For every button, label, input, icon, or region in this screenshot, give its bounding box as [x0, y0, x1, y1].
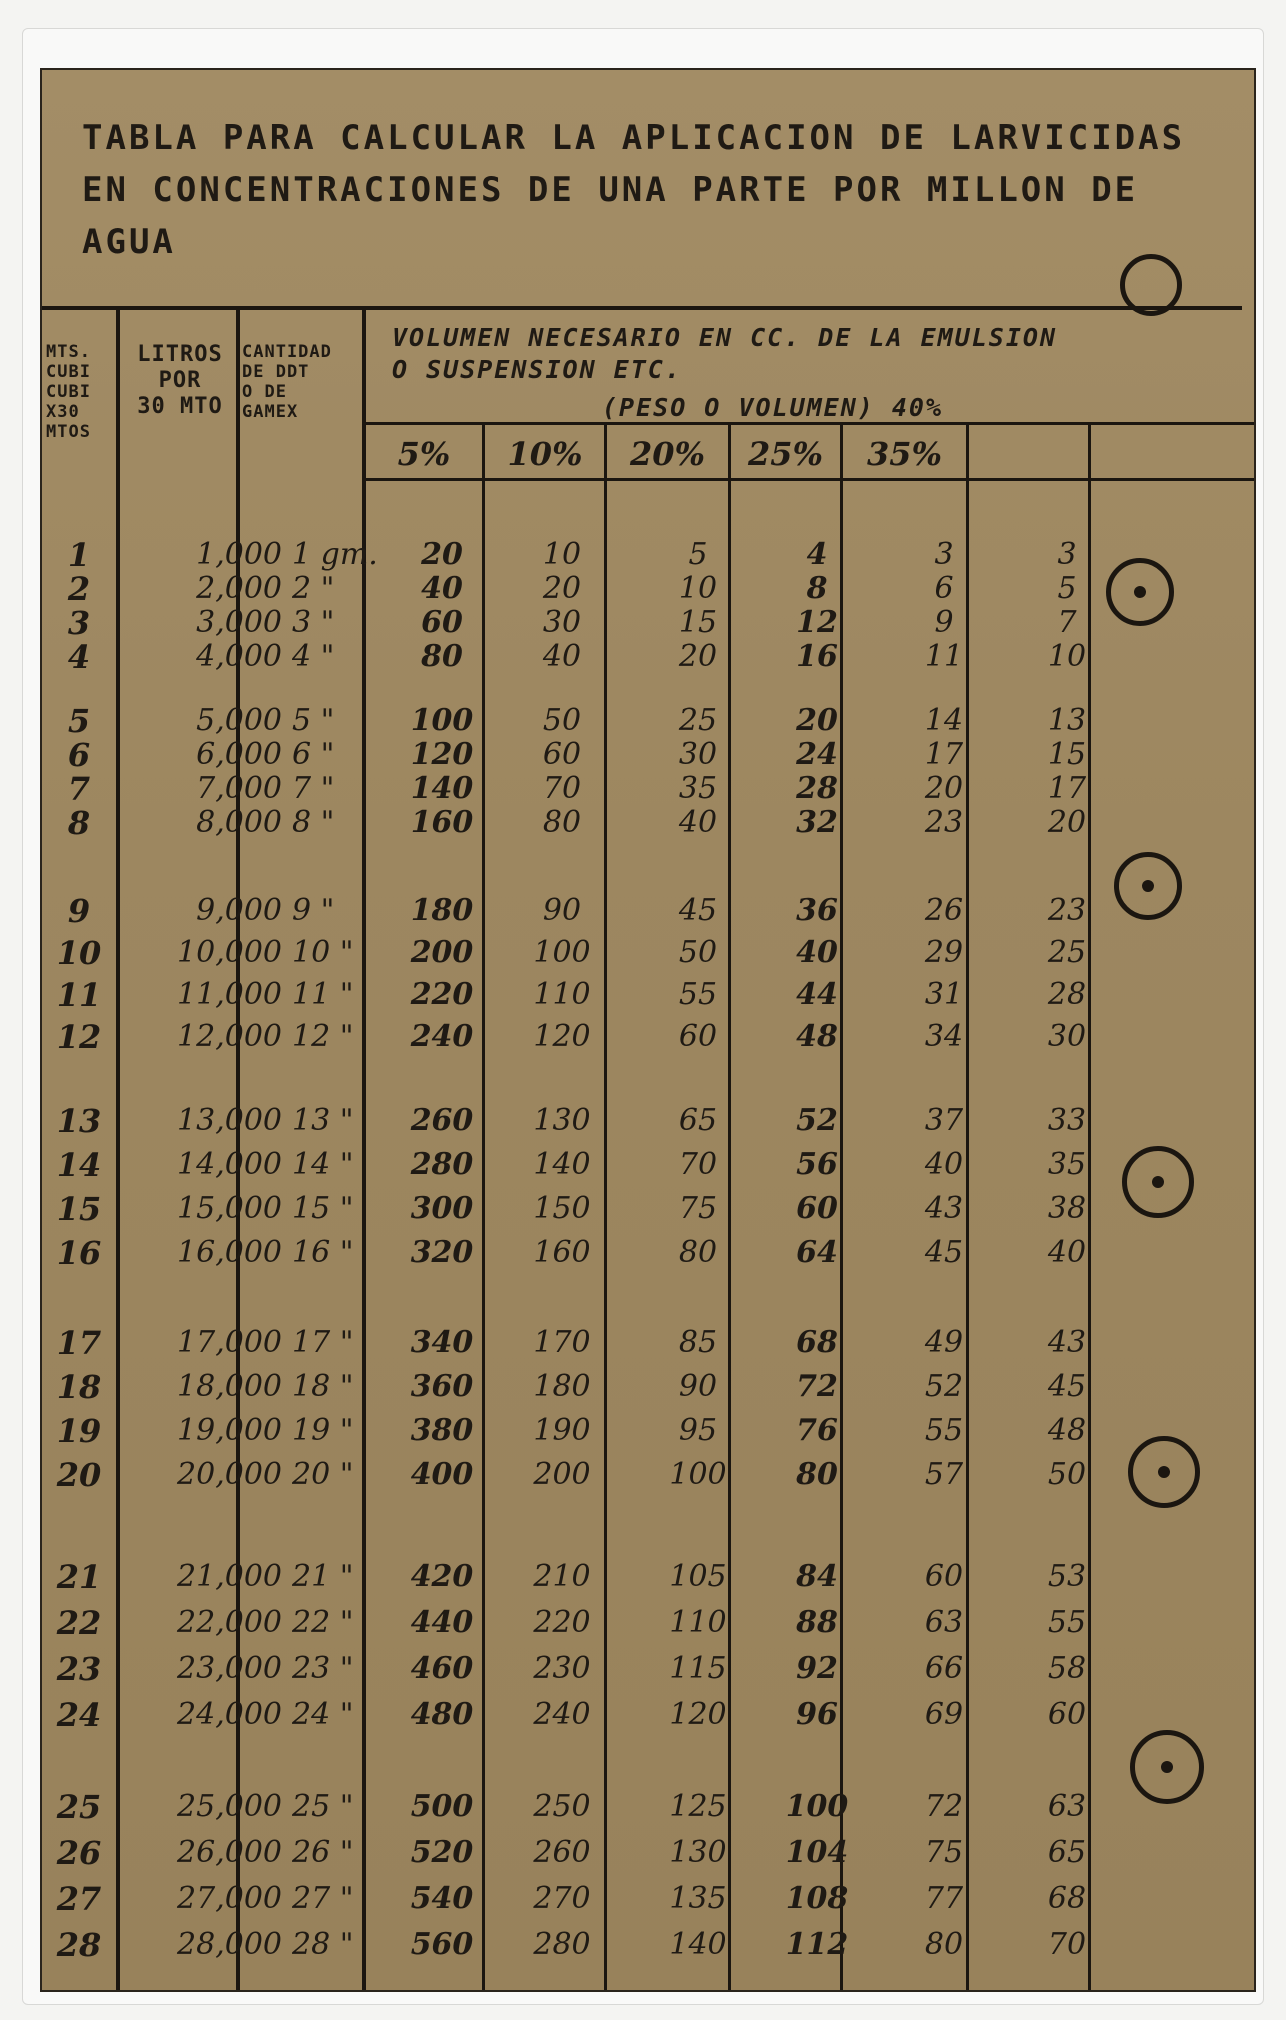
- cell-cantidad-ddt: 8 ": [292, 805, 335, 840]
- cell-vol-5: 120: [410, 737, 474, 772]
- punch-hole-icon: [1122, 1146, 1194, 1218]
- header-litros: [122, 342, 238, 420]
- cell-litros: 12,000: [177, 1019, 282, 1054]
- cell-vol-5: 140: [410, 771, 474, 806]
- header-pct-25: 25%: [748, 435, 823, 473]
- header-col3-line-3: O DE: [242, 382, 287, 402]
- cell-vol-35: 49: [924, 1325, 964, 1360]
- cell-vol-25: 108: [785, 1881, 849, 1916]
- cell-cantidad-ddt: 14 ": [292, 1147, 354, 1182]
- cell-vol-35: 52: [924, 1369, 964, 1404]
- cell-vol-35: 77: [924, 1881, 964, 1916]
- cell-cantidad-ddt: 28 ": [292, 1927, 354, 1962]
- cell-mts-cubicos: 23: [56, 1650, 102, 1688]
- cell-cantidad-ddt: 25 ": [292, 1789, 354, 1824]
- cell-mts-cubicos: 9: [67, 892, 91, 930]
- cell-vol-5: 340: [410, 1325, 474, 1360]
- cell-vol-40: 60: [1047, 1697, 1087, 1732]
- cell-cantidad-ddt: 4 ": [292, 639, 335, 674]
- index-card: [40, 68, 1256, 1992]
- header-peso-volumen: (PESO O VOLUMEN) 40%: [602, 393, 944, 422]
- cell-vol-25: 92: [796, 1651, 838, 1686]
- cell-vol-5: 420: [410, 1559, 474, 1594]
- cell-litros: 13,000: [177, 1103, 282, 1138]
- cell-vol-25: 12: [796, 605, 838, 640]
- cell-vol-10: 140: [533, 1147, 591, 1182]
- header-col2-line-3: 30 MTO: [137, 394, 223, 419]
- cell-cantidad-ddt: 22 ": [292, 1605, 354, 1640]
- title-line-2: EN CONCENTRACIONES DE UNA PARTE POR MILLON DE: [82, 170, 1139, 210]
- cell-vol-5: 240: [410, 1019, 474, 1054]
- cell-mts-cubicos: 24: [56, 1696, 102, 1734]
- title-line-3: AGUA: [82, 222, 176, 262]
- cell-vol-5: 20: [421, 537, 463, 572]
- cell-vol-40: 5: [1057, 571, 1077, 606]
- cell-vol-40: 43: [1047, 1325, 1087, 1360]
- cell-vol-10: 260: [533, 1835, 591, 1870]
- cell-vol-5: 560: [410, 1927, 474, 1962]
- cell-cantidad-ddt: 11 ": [292, 977, 354, 1012]
- cell-vol-20: 100: [669, 1457, 727, 1492]
- cell-mts-cubicos: 15: [56, 1190, 102, 1228]
- cell-mts-cubicos: 10: [56, 934, 102, 972]
- cell-vol-5: 200: [410, 935, 474, 970]
- cell-cantidad-ddt: 15 ": [292, 1191, 354, 1226]
- cell-vol-35: 34: [924, 1019, 964, 1054]
- cell-litros: 10,000: [177, 935, 282, 970]
- cell-vol-20: 10: [678, 571, 718, 606]
- cell-vol-10: 90: [542, 893, 582, 928]
- cell-vol-40: 58: [1047, 1651, 1087, 1686]
- cell-cantidad-ddt: 26 ": [292, 1835, 354, 1870]
- cell-vol-25: 112: [785, 1927, 849, 1962]
- cell-vol-10: 70: [542, 771, 582, 806]
- cell-vol-10: 180: [533, 1369, 591, 1404]
- cell-vol-20: 130: [669, 1835, 727, 1870]
- cell-cantidad-ddt: 5 ": [292, 703, 335, 738]
- cell-mts-cubicos: 26: [56, 1834, 102, 1872]
- cell-vol-5: 380: [410, 1413, 474, 1448]
- cell-vol-25: 36: [796, 893, 838, 928]
- cell-vol-20: 35: [678, 771, 718, 806]
- cell-cantidad-ddt: 6 ": [292, 737, 335, 772]
- cell-mts-cubicos: 13: [56, 1102, 102, 1140]
- cell-vol-25: 68: [796, 1325, 838, 1360]
- cell-vol-10: 20: [542, 571, 582, 606]
- cell-mts-cubicos: 16: [56, 1234, 102, 1272]
- cell-vol-20: 30: [678, 737, 718, 772]
- cell-vol-40: 30: [1047, 1019, 1087, 1054]
- cell-vol-5: 100: [410, 703, 474, 738]
- cell-vol-35: 11: [924, 639, 964, 674]
- cell-vol-20: 50: [678, 935, 718, 970]
- header-volumen: [392, 322, 1252, 386]
- table-top-rule: [42, 306, 1242, 310]
- cell-mts-cubicos: 25: [56, 1788, 102, 1826]
- cell-vol-35: 57: [924, 1457, 964, 1492]
- cell-vol-10: 110: [533, 977, 591, 1012]
- cell-vol-40: 7: [1057, 605, 1077, 640]
- cell-vol-40: 40: [1047, 1235, 1087, 1270]
- cell-vol-40: 20: [1047, 805, 1087, 840]
- cell-vol-20: 45: [678, 893, 718, 928]
- cell-litros: 8,000: [196, 805, 282, 840]
- cell-vol-25: 88: [796, 1605, 838, 1640]
- cell-vol-10: 30: [542, 605, 582, 640]
- cell-vol-10: 60: [542, 737, 582, 772]
- cell-vol-10: 170: [533, 1325, 591, 1360]
- cell-vol-25: 72: [796, 1369, 838, 1404]
- cell-vol-35: 17: [924, 737, 964, 772]
- cell-vol-40: 10: [1047, 639, 1087, 674]
- cell-vol-5: 440: [410, 1605, 474, 1640]
- cell-cantidad-ddt: 20 ": [292, 1457, 354, 1492]
- cell-vol-40: 48: [1047, 1413, 1087, 1448]
- cell-vol-5: 400: [410, 1457, 474, 1492]
- cell-mts-cubicos: 14: [56, 1146, 102, 1184]
- header-cantidad: [242, 342, 362, 422]
- cell-vol-25: 44: [796, 977, 838, 1012]
- cell-vol-35: 66: [924, 1651, 964, 1686]
- header-col1-line-5: MTOS: [46, 422, 91, 442]
- cell-cantidad-ddt: 2 ": [292, 571, 335, 606]
- cell-vol-35: 75: [924, 1835, 964, 1870]
- cell-vol-20: 95: [678, 1413, 718, 1448]
- header-mts-cubi: [46, 342, 116, 442]
- cell-mts-cubicos: 8: [67, 804, 91, 842]
- header-col3-line-4: GAMEX: [242, 402, 299, 422]
- cell-cantidad-ddt: 17 ": [292, 1325, 354, 1360]
- cell-vol-35: 60: [924, 1559, 964, 1594]
- cell-vol-25: 76: [796, 1413, 838, 1448]
- cell-vol-35: 26: [924, 893, 964, 928]
- cell-litros: 18,000: [177, 1369, 282, 1404]
- cell-vol-40: 15: [1047, 737, 1087, 772]
- cell-cantidad-ddt: 24 ": [292, 1697, 354, 1732]
- cell-mts-cubicos: 6: [67, 736, 91, 774]
- cell-cantidad-ddt: 1 gm.: [292, 537, 378, 572]
- cell-cantidad-ddt: 9 ": [292, 893, 335, 928]
- cell-vol-40: 13: [1047, 703, 1087, 738]
- cell-vol-35: 6: [934, 571, 954, 606]
- cell-vol-20: 110: [669, 1605, 727, 1640]
- cell-vol-25: 96: [796, 1697, 838, 1732]
- cell-vol-5: 460: [410, 1651, 474, 1686]
- cell-vol-10: 10: [542, 537, 582, 572]
- cell-cantidad-ddt: 21 ": [292, 1559, 354, 1594]
- cell-vol-35: 43: [924, 1191, 964, 1226]
- cell-vol-35: 69: [924, 1697, 964, 1732]
- cell-cantidad-ddt: 13 ": [292, 1103, 354, 1138]
- cell-vol-5: 300: [410, 1191, 474, 1226]
- cell-mts-cubicos: 21: [56, 1558, 102, 1596]
- cell-vol-5: 540: [410, 1881, 474, 1916]
- cell-vol-25: 8: [806, 571, 828, 606]
- cell-cantidad-ddt: 19 ": [292, 1413, 354, 1448]
- cell-vol-20: 55: [678, 977, 718, 1012]
- cell-vol-40: 33: [1047, 1103, 1087, 1138]
- cell-litros: 4,000: [196, 639, 282, 674]
- cell-vol-20: 5: [688, 537, 708, 572]
- cell-litros: 5,000: [196, 703, 282, 738]
- cell-vol-25: 4: [806, 537, 828, 572]
- cell-vol-25: 56: [796, 1147, 838, 1182]
- cell-vol-35: 40: [924, 1147, 964, 1182]
- cell-vol-5: 60: [421, 605, 463, 640]
- cell-vol-40: 50: [1047, 1457, 1087, 1492]
- cell-vol-10: 80: [542, 805, 582, 840]
- cell-mts-cubicos: 4: [67, 638, 91, 676]
- cell-vol-20: 65: [678, 1103, 718, 1138]
- cell-vol-10: 130: [533, 1103, 591, 1138]
- header-col1-line-4: X30: [46, 402, 80, 422]
- cell-litros: 11,000: [177, 977, 282, 1012]
- cell-vol-20: 80: [678, 1235, 718, 1270]
- cell-vol-5: 520: [410, 1835, 474, 1870]
- cell-vol-20: 90: [678, 1369, 718, 1404]
- cell-litros: 2,000: [196, 571, 282, 606]
- cell-litros: 17,000: [177, 1325, 282, 1360]
- cell-vol-25: 24: [796, 737, 838, 772]
- cell-vol-10: 160: [533, 1235, 591, 1270]
- cell-mts-cubicos: 18: [56, 1368, 102, 1406]
- cell-vol-5: 40: [421, 571, 463, 606]
- cell-litros: 28,000: [177, 1927, 282, 1962]
- cell-vol-20: 105: [669, 1559, 727, 1594]
- cell-vol-35: 14: [924, 703, 964, 738]
- cell-vol-25: 52: [796, 1103, 838, 1138]
- cell-vol-10: 120: [533, 1019, 591, 1054]
- header-col3-line-2: DE DDT: [242, 362, 310, 382]
- header-col3-line-1: CANTIDAD: [242, 342, 332, 362]
- cell-mts-cubicos: 3: [67, 604, 91, 642]
- cell-vol-25: 16: [796, 639, 838, 674]
- cell-vol-5: 180: [410, 893, 474, 928]
- cell-vol-5: 480: [410, 1697, 474, 1732]
- cell-litros: 20,000: [177, 1457, 282, 1492]
- cell-vol-10: 200: [533, 1457, 591, 1492]
- cell-mts-cubicos: 1: [67, 536, 91, 574]
- cell-mts-cubicos: 27: [56, 1880, 102, 1918]
- cell-litros: 21,000: [177, 1559, 282, 1594]
- cell-vol-10: 50: [542, 703, 582, 738]
- cell-mts-cubicos: 12: [56, 1018, 102, 1056]
- cell-vol-10: 40: [542, 639, 582, 674]
- cell-vol-20: 15: [678, 605, 718, 640]
- cell-vol-20: 70: [678, 1147, 718, 1182]
- cell-litros: 1,000: [196, 537, 282, 572]
- cell-vol-40: 25: [1047, 935, 1087, 970]
- cell-vol-40: 3: [1057, 537, 1077, 572]
- cell-vol-40: 65: [1047, 1835, 1087, 1870]
- cell-vol-20: 140: [669, 1927, 727, 1962]
- header-pct-20: 20%: [630, 435, 705, 473]
- header-pct-10: 10%: [507, 435, 583, 473]
- cell-vol-25: 40: [796, 935, 838, 970]
- cell-vol-25: 104: [785, 1835, 849, 1870]
- punch-hole-icon: [1130, 1730, 1204, 1804]
- header-col2-line-1: LITROS: [137, 342, 223, 367]
- cell-vol-20: 25: [678, 703, 718, 738]
- cell-vol-35: 72: [924, 1789, 964, 1824]
- cell-vol-20: 120: [669, 1697, 727, 1732]
- cell-litros: 24,000: [177, 1697, 282, 1732]
- cell-litros: 16,000: [177, 1235, 282, 1270]
- cell-mts-cubicos: 22: [56, 1604, 102, 1642]
- cell-vol-40: 55: [1047, 1605, 1087, 1640]
- cell-litros: 22,000: [177, 1605, 282, 1640]
- cell-mts-cubicos: 17: [56, 1324, 102, 1362]
- cell-vol-5: 500: [410, 1789, 474, 1824]
- cell-cantidad-ddt: 3 ": [292, 605, 335, 640]
- header-volumen-line-2: O SUSPENSION ETC.: [392, 355, 682, 384]
- cell-vol-40: 38: [1047, 1191, 1087, 1226]
- cell-vol-10: 210: [533, 1559, 591, 1594]
- cell-vol-25: 28: [796, 771, 838, 806]
- cell-vol-20: 135: [669, 1881, 727, 1916]
- cell-vol-5: 360: [410, 1369, 474, 1404]
- cell-mts-cubicos: 20: [56, 1456, 102, 1494]
- cell-vol-10: 100: [533, 935, 591, 970]
- cell-vol-40: 53: [1047, 1559, 1087, 1594]
- cell-vol-10: 230: [533, 1651, 591, 1686]
- header-pct-35: 35%: [867, 435, 942, 473]
- cell-litros: 19,000: [177, 1413, 282, 1448]
- card-title: [82, 112, 1202, 268]
- cell-vol-20: 115: [669, 1651, 727, 1686]
- cell-vol-25: 100: [785, 1789, 849, 1824]
- cell-mts-cubicos: 28: [56, 1926, 102, 1964]
- cell-cantidad-ddt: 12 ": [292, 1019, 354, 1054]
- cell-vol-10: 240: [533, 1697, 591, 1732]
- cell-vol-35: 80: [924, 1927, 964, 1962]
- cell-vol-40: 17: [1047, 771, 1087, 806]
- cell-vol-20: 85: [678, 1325, 718, 1360]
- punch-hole-icon: [1128, 1436, 1200, 1508]
- cell-litros: 14,000: [177, 1147, 282, 1182]
- cell-vol-35: 3: [934, 537, 954, 572]
- cell-vol-10: 280: [533, 1927, 591, 1962]
- cell-vol-25: 80: [796, 1457, 838, 1492]
- header-pct-5: 5%: [397, 435, 451, 473]
- cell-vol-35: 23: [924, 805, 964, 840]
- cell-vol-25: 84: [796, 1559, 838, 1594]
- cell-vol-40: 45: [1047, 1369, 1087, 1404]
- cell-vol-20: 20: [678, 639, 718, 674]
- cell-vol-25: 64: [796, 1235, 838, 1270]
- header-col1-line-3: CUBI: [46, 382, 91, 402]
- cell-vol-20: 60: [678, 1019, 718, 1054]
- cell-mts-cubicos: 11: [56, 976, 102, 1014]
- cell-vol-20: 75: [678, 1191, 718, 1226]
- cell-vol-10: 220: [533, 1605, 591, 1640]
- cell-vol-35: 63: [924, 1605, 964, 1640]
- cell-litros: 27,000: [177, 1881, 282, 1916]
- cell-vol-40: 68: [1047, 1881, 1087, 1916]
- cell-vol-40: 35: [1047, 1147, 1087, 1182]
- cell-cantidad-ddt: 7 ": [292, 771, 335, 806]
- cell-vol-5: 80: [421, 639, 463, 674]
- cell-vol-35: 37: [924, 1103, 964, 1138]
- title-line-1: TABLA PARA CALCULAR LA APLICACION DE LARVICIDAS: [82, 118, 1186, 158]
- cell-cantidad-ddt: 27 ": [292, 1881, 354, 1916]
- cell-cantidad-ddt: 16 ": [292, 1235, 354, 1270]
- cell-vol-35: 29: [924, 935, 964, 970]
- cell-vol-25: 48: [796, 1019, 838, 1054]
- cell-vol-35: 20: [924, 771, 964, 806]
- cell-vol-20: 125: [669, 1789, 727, 1824]
- cell-litros: 23,000: [177, 1651, 282, 1686]
- cell-vol-40: 28: [1047, 977, 1087, 1012]
- cell-vol-40: 23: [1047, 893, 1087, 928]
- cell-mts-cubicos: 2: [67, 570, 91, 608]
- cell-cantidad-ddt: 23 ": [292, 1651, 354, 1686]
- cell-vol-5: 280: [410, 1147, 474, 1182]
- cell-vol-35: 31: [924, 977, 964, 1012]
- cell-vol-5: 260: [410, 1103, 474, 1138]
- cell-vol-5: 220: [410, 977, 474, 1012]
- cell-vol-10: 250: [533, 1789, 591, 1824]
- header-col2-line-2: POR: [158, 368, 202, 393]
- cell-vol-25: 60: [796, 1191, 838, 1226]
- cell-vol-10: 150: [533, 1191, 591, 1226]
- header-col1-line-2: CUBI: [46, 362, 91, 382]
- cell-mts-cubicos: 19: [56, 1412, 102, 1450]
- cell-vol-20: 40: [678, 805, 718, 840]
- cell-vol-5: 160: [410, 805, 474, 840]
- cell-litros: 25,000: [177, 1789, 282, 1824]
- cell-vol-10: 270: [533, 1881, 591, 1916]
- cell-litros: 6,000: [196, 737, 282, 772]
- cell-vol-35: 9: [934, 605, 954, 640]
- header-volumen-line-1: VOLUMEN NECESARIO EN CC. DE LA EMULSION: [392, 323, 1057, 352]
- cell-litros: 26,000: [177, 1835, 282, 1870]
- cell-litros: 7,000: [196, 771, 282, 806]
- cell-vol-40: 63: [1047, 1789, 1087, 1824]
- cell-mts-cubicos: 7: [67, 770, 91, 808]
- cell-mts-cubicos: 5: [67, 702, 91, 740]
- cell-vol-25: 32: [796, 805, 838, 840]
- cell-vol-40: 70: [1047, 1927, 1087, 1962]
- cell-cantidad-ddt: 10 ": [292, 935, 354, 970]
- cell-vol-35: 45: [924, 1235, 964, 1270]
- cell-vol-35: 55: [924, 1413, 964, 1448]
- cell-vol-10: 190: [533, 1413, 591, 1448]
- cell-litros: 3,000: [196, 605, 282, 640]
- cell-vol-25: 20: [796, 703, 838, 738]
- cell-litros: 15,000: [177, 1191, 282, 1226]
- header-col1-line-1: MTS.: [46, 342, 91, 362]
- cell-vol-5: 320: [410, 1235, 474, 1270]
- cell-cantidad-ddt: 18 ": [292, 1369, 354, 1404]
- cell-litros: 9,000: [196, 893, 282, 928]
